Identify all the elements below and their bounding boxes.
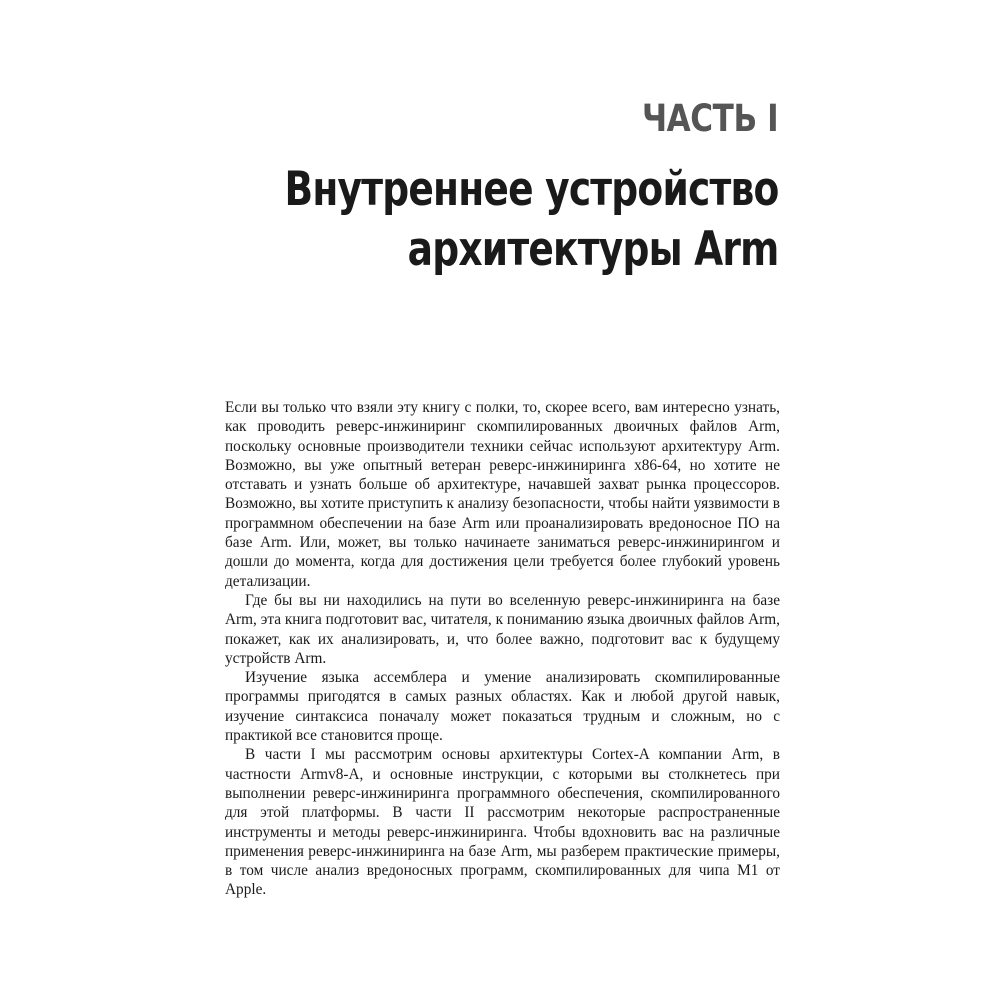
- part-title-line-2: архитектуры Arm: [407, 222, 778, 277]
- part-title-line-1: Внутреннее устройство: [284, 162, 778, 217]
- intro-text: [225, 398, 780, 900]
- paragraph-1: Если вы только что взяли эту книгу с полки, то, скорее всего, вам интересно узнать, как проводить реверс-инжиниринг скомпилированных двоичных файлов Arm, поскольку основные производители техники сейчас используют архитектуру Arm. Возможно, вы уже опытный ветеран реверс-инжиниринга x86-64, но хотите не отставать и узнать больше об архитектуре, начавшей захват рынка процессоров. Возможно, вы хотите приступить к анализу безопасности, чтобы найти уязвимости в программном обеспечении на базе Arm или проанализировать вредоносное ПО на базе Arm. Или, может, вы только начинаете заниматься реверс-инжинирингом и дошли до момента, когда для достижения цели требуется более глубокий уровень детализации.: [225, 399, 780, 590]
- part-title: [284, 160, 778, 280]
- paragraph-4: В части I мы рассмотрим основы архитектуры Cortex-A компании Arm, в частности Armv8-A, и основные инструкции, с которыми вы столкнетесь при выполнении реверс-инжиниринга программного обеспечения, скомпилированного для этой платформы. В части II рассмотрим некоторые распространенные инструменты и методы реверс-инжиниринга. Чтобы вдохновить вас на различные применения реверс-инжиниринга на базе Arm, мы разберем практические примеры, в том числе анализ вредоносных программ, скомпилированных для чипа M1 от Apple.: [225, 746, 780, 899]
- paragraph-2: Где бы вы ни находились на пути во вселенную реверс-инжиниринга на базе Arm, эта книга подготовит вас, читателя, к пониманию языка двоичных файлов Arm, покажет, как их анализировать, и, что более важно, подготовит вас к будущему устройств Arm.: [225, 591, 780, 667]
- part-label: ЧАСТЬ I: [641, 97, 778, 140]
- paragraph-3: Изучение языка ассемблера и умение анализировать скомпилированные программы пригодятся в самых разных областях. Как и любой другой навык, изучение синтаксиса поначалу может показаться трудным и сложным, но с практикой все становится проще.: [225, 669, 780, 745]
